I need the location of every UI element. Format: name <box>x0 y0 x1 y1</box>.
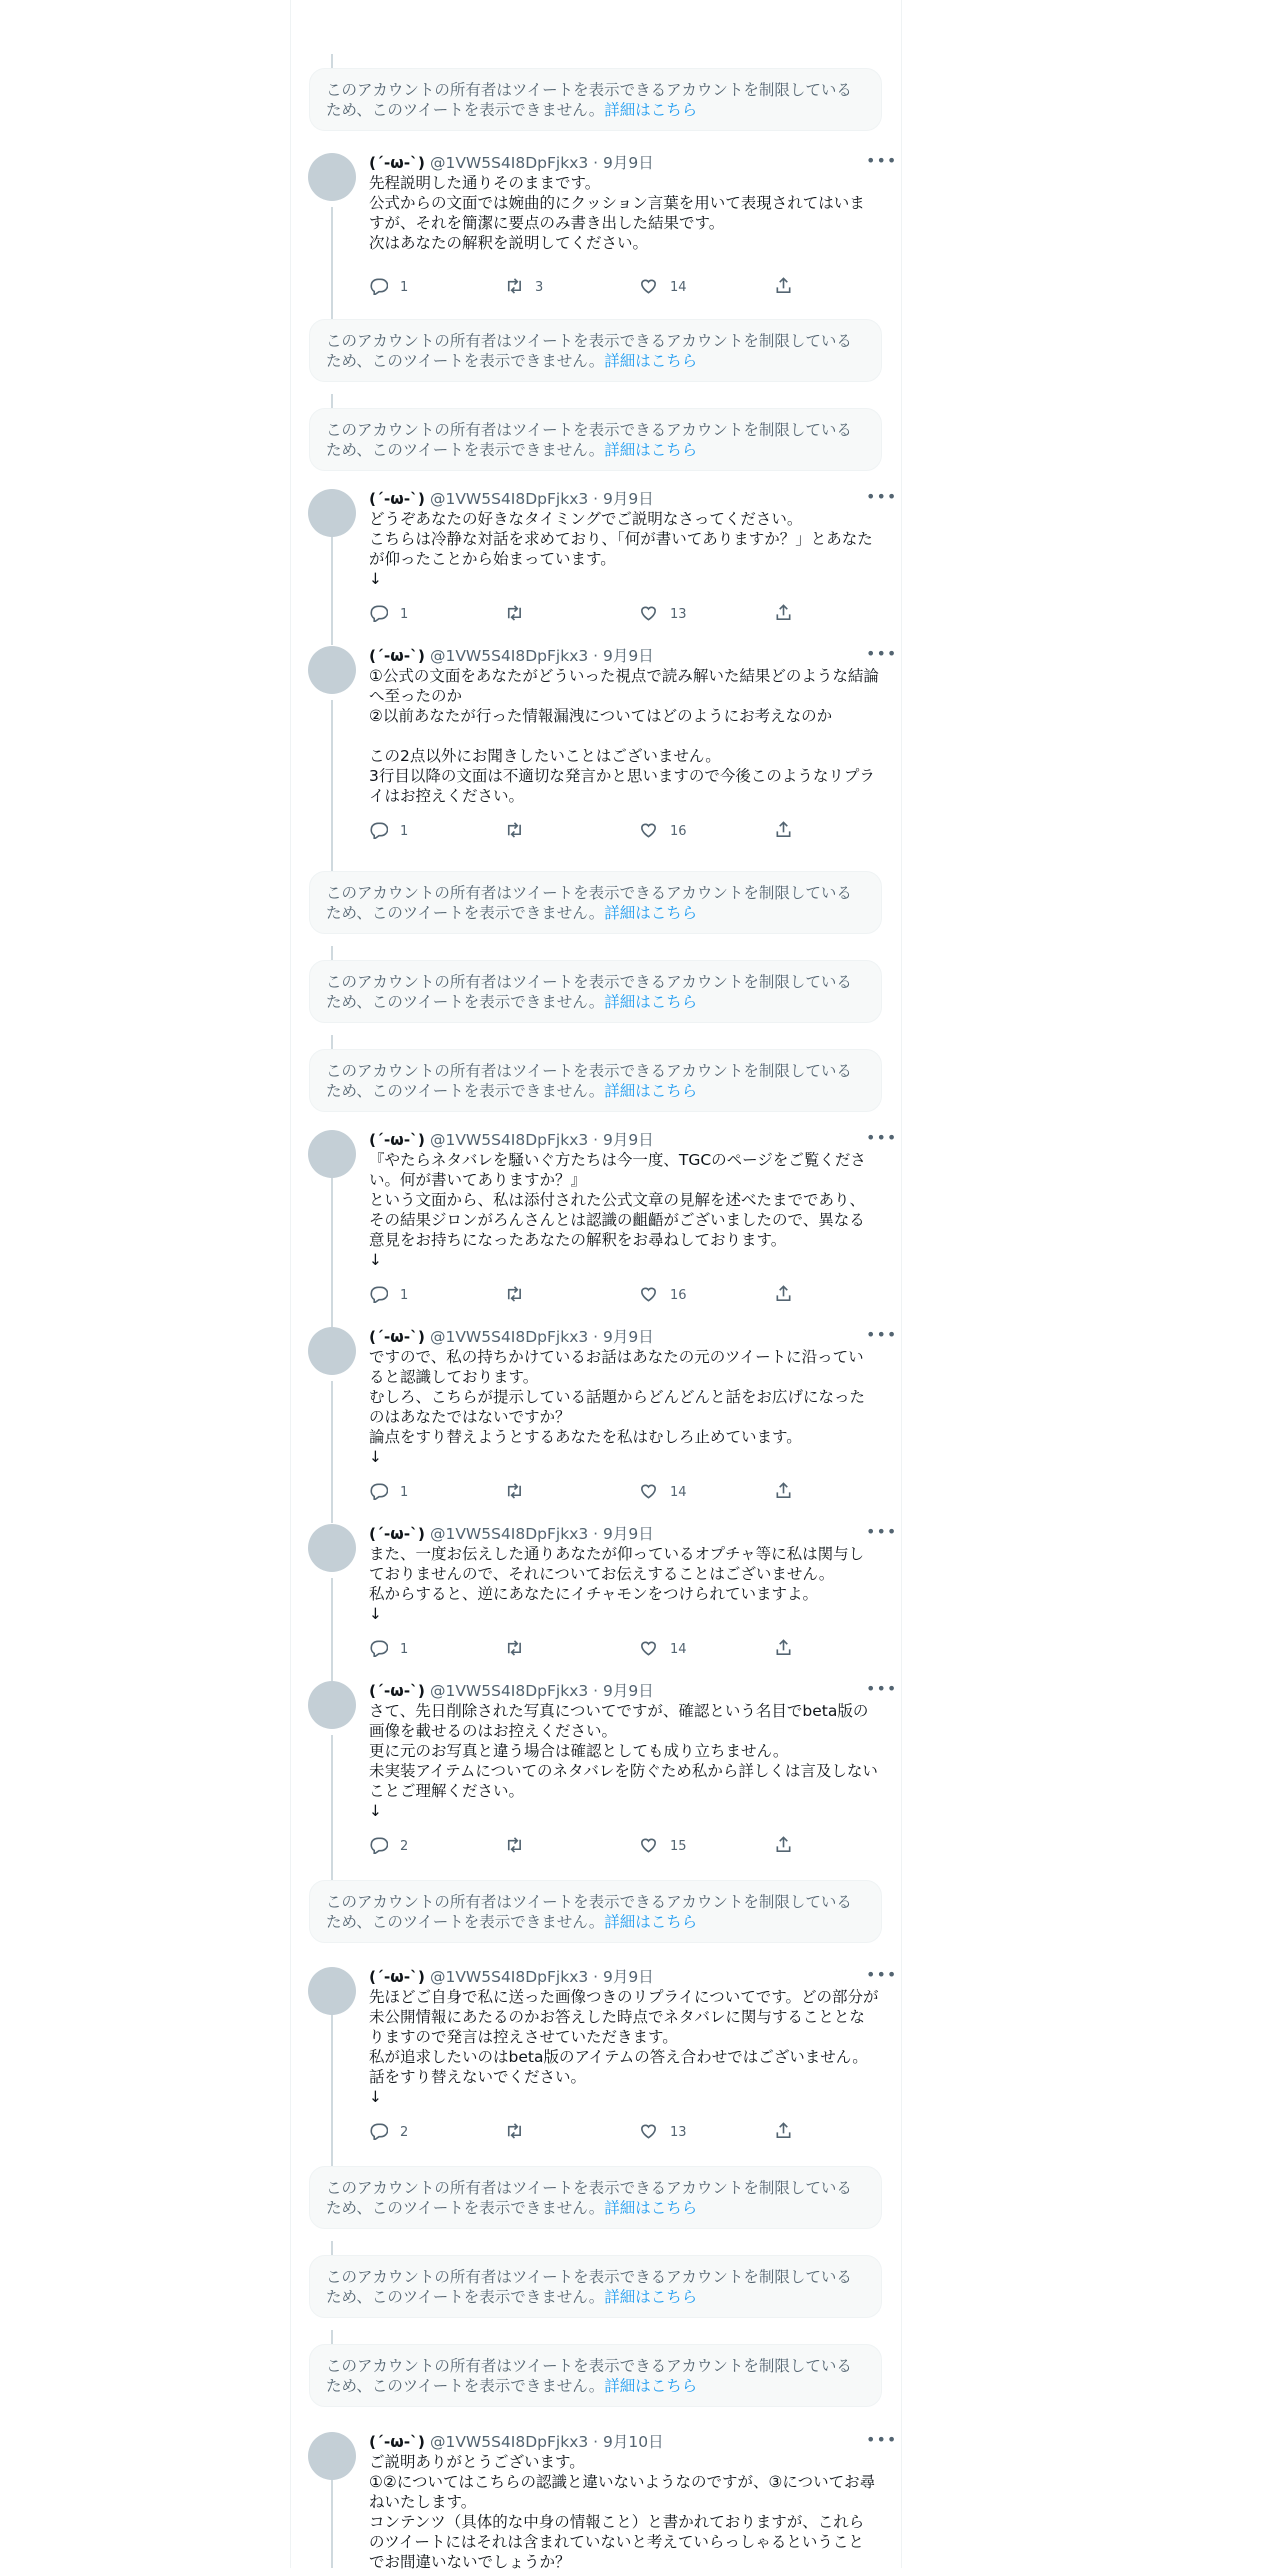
thread-connector <box>331 1035 333 1049</box>
user-handle[interactable]: @1VW5S4I8DpFjkx3 <box>429 1525 589 1543</box>
retweet-button[interactable] <box>504 277 543 297</box>
tweet-actions <box>369 1482 799 1502</box>
tweet-date[interactable]: 9月9日 <box>603 647 654 665</box>
tweet-header <box>369 1130 654 1150</box>
share-button[interactable] <box>774 604 793 624</box>
retweet-icon <box>504 276 523 299</box>
learn-more-link[interactable]: 詳細はこちら <box>604 2199 698 2217</box>
restricted-tweet-notice <box>309 871 882 934</box>
separator-dot: · <box>588 2433 604 2451</box>
learn-more-link[interactable]: 詳細はこちら <box>604 2288 698 2306</box>
restricted-tweet-notice <box>309 960 882 1023</box>
likes-count: 16 <box>670 1287 687 1303</box>
user-handle[interactable]: @1VW5S4I8DpFjkx3 <box>429 1328 589 1346</box>
retweet-icon <box>504 1481 523 1504</box>
separator-dot: · <box>588 490 604 508</box>
thread-connector <box>331 2241 333 2255</box>
display-name[interactable]: (´-ω-`) <box>369 647 426 665</box>
tweet-text: ですので、私の持ちかけているお話はあなたの元のツイートに沿っていると認識しております。 むしろ、こちらが提示している話題からどんどんと話をお広げになったのはあなたではないですか？ 論点をすり替えようとするあなたを私はむしろ止めています。 ↓ <box>369 1348 866 1466</box>
display-name[interactable]: (´-ω-`) <box>369 1682 426 1700</box>
restricted-tweet-notice <box>309 2255 882 2318</box>
tweet-header <box>369 489 654 509</box>
display-name[interactable]: (´-ω-`) <box>369 2433 426 2451</box>
like-button[interactable] <box>639 1639 687 1659</box>
user-handle[interactable]: @1VW5S4I8DpFjkx3 <box>429 2433 589 2451</box>
tweet-header <box>369 1967 654 1987</box>
tweet-date[interactable]: 9月10日 <box>603 2433 664 2451</box>
learn-more-link[interactable]: 詳細はこちら <box>604 101 698 119</box>
reply-button[interactable] <box>369 604 408 624</box>
share-icon <box>774 603 793 626</box>
learn-more-link[interactable]: 詳細はこちら <box>604 441 698 459</box>
thread-connector <box>331 1578 333 1681</box>
thread-connector <box>331 1866 333 1880</box>
thread-connector <box>331 529 333 645</box>
reply-icon <box>369 2121 388 2144</box>
replies-count: 1 <box>400 1287 409 1303</box>
user-handle[interactable]: @1VW5S4I8DpFjkx3 <box>429 647 589 665</box>
tweet-text: どうぞあなたの好きなタイミングでご説明なさってください。 こちらは冷静な対話を求めており、「何が書いてありますか？」とあなたが仰ったことから始まっています。 ↓ <box>369 510 873 588</box>
retweet-icon <box>504 603 523 626</box>
learn-more-link[interactable]: 詳細はこちら <box>604 1913 698 1931</box>
tweet-actions <box>369 1285 799 1305</box>
likes-count: 14 <box>670 1641 687 1657</box>
more-icon[interactable]: ••• <box>866 1522 898 1541</box>
retweet-button[interactable] <box>504 1639 535 1659</box>
separator-dot: · <box>588 647 604 665</box>
user-handle[interactable]: @1VW5S4I8DpFjkx3 <box>429 1682 589 1700</box>
restricted-tweet-notice <box>309 68 882 131</box>
tweet-header <box>369 153 654 173</box>
retweet-icon <box>504 1835 523 1858</box>
like-button[interactable] <box>639 2122 687 2142</box>
tweet-actions <box>369 277 799 297</box>
retweet-button[interactable] <box>504 1482 535 1502</box>
notice-text: このアカウントの所有者はツイートを表示できるアカウントを制限しているため、このツイートを表示できません。 <box>326 2179 852 2217</box>
tweet-actions <box>369 821 799 841</box>
likes-count: 13 <box>670 2124 687 2140</box>
share-button[interactable] <box>774 821 793 841</box>
learn-more-link[interactable]: 詳細はこちら <box>604 2377 698 2395</box>
share-button[interactable] <box>774 1639 793 1659</box>
display-name[interactable]: (´-ω-`) <box>369 1525 426 1543</box>
likes-count: 13 <box>670 606 687 622</box>
tweet-header <box>369 1327 654 1347</box>
thread-connector <box>331 946 333 960</box>
like-button[interactable] <box>639 821 687 841</box>
separator-dot: · <box>588 1682 604 1700</box>
share-icon <box>774 1481 793 1504</box>
learn-more-link[interactable]: 詳細はこちら <box>604 1082 698 1100</box>
reply-icon <box>369 276 388 299</box>
tweet-text: 先程説明した通りそのままです。 公式からの文面では婉曲的にクッション言葉を用いて表現されてはいますが、それを簡潔に要点のみ書き出した結果です。 次はあなたの解釈を説明してください。 <box>369 174 865 252</box>
user-handle[interactable]: @1VW5S4I8DpFjkx3 <box>429 490 589 508</box>
share-icon <box>774 1638 793 1661</box>
share-icon <box>774 820 793 843</box>
tweet-text: ご説明ありがとうございます。 ①②についてはこちらの認識と違いないようなのですが、③についてお尋ねいたします。 コンテンツ（具体的な中身の情報こと）と書かれておりますが、これらのツイートにはそれは含まれていないと考えていらっしゃるということでお間違いないでしょうか？ <box>369 2453 876 2571</box>
avatar[interactable] <box>308 1967 356 2015</box>
tweet-text: 『やたらネタバレを騒いぐ方たちは今一度、TGCのページをご覧ください。何が書いてありますか？』 という文面から、私は添付された公式文章の見解を述べたまでであり、その結果ジロンがろんさんとは認識の齟齬がございましたので、異なる意見をお持ちになったあなたの解釈をお尋ねしております。 ↓ <box>369 1151 866 1269</box>
separator-dot: · <box>588 1131 604 1149</box>
tweet-header <box>369 1524 654 1544</box>
thread-connector <box>331 2330 333 2344</box>
thread-connector <box>331 2007 333 2153</box>
more-icon[interactable]: ••• <box>866 1325 898 1344</box>
learn-more-link[interactable]: 詳細はこちら <box>604 993 698 1011</box>
reply-icon <box>369 1835 388 1858</box>
reply-button[interactable] <box>369 1285 408 1305</box>
notice-text: このアカウントの所有者はツイートを表示できるアカウントを制限しているため、このツイートを表示できません。 <box>326 421 852 459</box>
retweet-button[interactable] <box>504 821 535 841</box>
notice-text: このアカウントの所有者はツイートを表示できるアカウントを制限しているため、このツイートを表示できません。 <box>326 973 852 1011</box>
thread-connector <box>331 2153 333 2166</box>
share-button[interactable] <box>774 1836 793 1856</box>
replies-count: 1 <box>400 1641 409 1657</box>
tweet-date[interactable]: 9月9日 <box>603 490 654 508</box>
tweet-header <box>369 1681 654 1701</box>
like-icon <box>639 1284 658 1307</box>
thread-connector <box>331 54 333 68</box>
notice-text: このアカウントの所有者はツイートを表示できるアカウントを制限しているため、このツイートを表示できません。 <box>326 81 852 119</box>
like-icon <box>639 820 658 843</box>
reply-button[interactable] <box>369 821 408 841</box>
restricted-tweet-notice <box>309 2344 882 2407</box>
thread-connector <box>331 700 333 858</box>
learn-more-link[interactable]: 詳細はこちら <box>604 904 698 922</box>
reply-icon <box>369 820 388 843</box>
like-button[interactable] <box>639 604 687 624</box>
share-icon <box>774 1835 793 1858</box>
likes-count: 16 <box>670 823 687 839</box>
share-button[interactable] <box>774 2122 793 2142</box>
more-icon[interactable]: ••• <box>866 151 898 170</box>
restricted-tweet-notice <box>309 1880 882 1943</box>
notice-text: このアカウントの所有者はツイートを表示できるアカウントを制限しているため、このツイートを表示できません。 <box>326 332 852 370</box>
tweet-actions <box>369 2122 799 2142</box>
like-button[interactable] <box>639 1482 687 1502</box>
notice-text: このアカウントの所有者はツイートを表示できるアカウントを制限しているため、このツイートを表示できません。 <box>326 2357 852 2395</box>
avatar[interactable] <box>308 1524 356 1572</box>
replies-count: 1 <box>400 279 409 295</box>
thread-connector <box>331 858 333 871</box>
restricted-tweet-notice <box>309 2166 882 2229</box>
thread-connector <box>331 207 333 306</box>
reply-button[interactable] <box>369 1836 408 1856</box>
tweet-actions <box>369 604 799 624</box>
thread-connector <box>331 1170 333 1327</box>
retweet-icon <box>504 1284 523 1307</box>
thread-connector <box>331 1735 333 1866</box>
separator-dot: · <box>588 1328 604 1346</box>
avatar[interactable] <box>308 2432 356 2480</box>
more-icon[interactable]: ••• <box>866 644 898 663</box>
retweet-icon <box>504 820 523 843</box>
tweet-text: 先ほどご自身で私に送った画像つきのリプライについてです。どの部分が未公開情報にあたるのかお答えした時点でネタバレに関与することとなりますので発言は控えさせていただきます。 私が追求したいのはbeta版のアイテムの答え合わせではございません。 話をすり替えないでください。 ↓ <box>369 1988 879 2106</box>
replies-count: 2 <box>400 2124 409 2140</box>
like-icon <box>639 1638 658 1661</box>
retweet-button[interactable] <box>504 1285 535 1305</box>
tweet-date[interactable]: 9月9日 <box>603 1682 654 1700</box>
display-name[interactable]: (´-ω-`) <box>369 1328 426 1346</box>
user-handle[interactable]: @1VW5S4I8DpFjkx3 <box>429 1968 589 1986</box>
learn-more-link[interactable]: 詳細はこちら <box>604 352 698 370</box>
retweets-count: 3 <box>535 279 544 295</box>
likes-count: 14 <box>670 1484 687 1500</box>
tweet-date[interactable]: 9月9日 <box>603 154 654 172</box>
tweet-actions <box>369 1639 799 1659</box>
like-icon <box>639 603 658 626</box>
replies-count: 1 <box>400 606 409 622</box>
retweet-icon <box>504 1638 523 1661</box>
avatar[interactable] <box>308 1327 356 1375</box>
notice-text: このアカウントの所有者はツイートを表示できるアカウントを制限しているため、このツイートを表示できません。 <box>326 2268 852 2306</box>
display-name[interactable]: (´-ω-`) <box>369 490 426 508</box>
notice-text: このアカウントの所有者はツイートを表示できるアカウントを制限しているため、このツイートを表示できません。 <box>326 1062 852 1100</box>
tweet-date[interactable]: 9月9日 <box>603 1328 654 1346</box>
retweet-button[interactable] <box>504 604 535 624</box>
share-button[interactable] <box>774 1482 793 1502</box>
avatar[interactable] <box>308 646 356 694</box>
retweet-button[interactable] <box>504 1836 535 1856</box>
more-icon[interactable]: ••• <box>866 2430 898 2449</box>
avatar[interactable] <box>308 489 356 537</box>
more-icon[interactable]: ••• <box>866 1128 898 1147</box>
like-icon <box>639 276 658 299</box>
like-icon <box>639 1835 658 1858</box>
retweet-icon <box>504 2121 523 2144</box>
share-button[interactable] <box>774 277 793 297</box>
reply-button[interactable] <box>369 1482 408 1502</box>
restricted-tweet-notice <box>309 1049 882 1112</box>
likes-count: 15 <box>670 1838 687 1854</box>
reply-button[interactable] <box>369 1639 408 1659</box>
tweet-header <box>369 2432 664 2452</box>
share-icon <box>774 1284 793 1307</box>
reply-button[interactable] <box>369 277 408 297</box>
replies-count: 1 <box>400 823 409 839</box>
tweet-text: さて、先日削除された写真についてですが、確認という名目でbeta版の画像を載せるのはお控えください。 更に元のお写真と違う場合は確認としても成り立ちません。 未実装アイテムについてのネタバレを防ぐため私から詳しくは言及しないことご理解ください。 ↓ <box>369 1702 878 1820</box>
display-name[interactable]: (´-ω-`) <box>369 1968 426 1986</box>
reply-icon <box>369 1481 388 1504</box>
more-icon[interactable]: ••• <box>866 1965 898 1984</box>
like-button[interactable] <box>639 277 687 297</box>
more-icon[interactable]: ••• <box>866 487 898 506</box>
thread-connector <box>331 1381 333 1523</box>
like-button[interactable] <box>639 1285 687 1305</box>
timeline-column <box>290 0 902 2571</box>
like-icon <box>639 1481 658 1504</box>
tweet-date[interactable]: 9月9日 <box>603 1525 654 1543</box>
notice-text: このアカウントの所有者はツイートを表示できるアカウントを制限しているため、このツイートを表示できません。 <box>326 1893 852 1931</box>
notice-text: このアカウントの所有者はツイートを表示できるアカウントを制限しているため、このツイートを表示できません。 <box>326 884 852 922</box>
user-handle[interactable]: @1VW5S4I8DpFjkx3 <box>429 1131 589 1149</box>
thread-connector <box>331 306 333 319</box>
display-name[interactable]: (´-ω-`) <box>369 154 426 172</box>
user-handle[interactable]: @1VW5S4I8DpFjkx3 <box>429 154 589 172</box>
separator-dot: · <box>588 1525 604 1543</box>
separator-dot: · <box>588 154 604 172</box>
separator-dot: · <box>588 1968 604 1986</box>
avatar[interactable] <box>308 153 356 201</box>
reply-button[interactable] <box>369 2122 408 2142</box>
replies-count: 1 <box>400 1484 409 1500</box>
reply-icon <box>369 603 388 626</box>
avatar[interactable] <box>308 1130 356 1178</box>
tweet-text: ①公式の文面をあなたがどういった視点で読み解いた結果どのような結論へ至ったのか ②以前あなたが行った情報漏洩についてはどのようにお考えなのか この2点以外にお聞きしたいことはございません。 3行目以降の文面は不適切な発言かと思いますので今後このようなリプライはお控えください。 <box>369 667 879 805</box>
tweet-date[interactable]: 9月9日 <box>603 1131 654 1149</box>
tweet-date[interactable]: 9月9日 <box>603 1968 654 1986</box>
thread-connector <box>331 2472 333 2568</box>
share-icon <box>774 2121 793 2144</box>
avatar[interactable] <box>308 1681 356 1729</box>
thread-connector <box>331 394 333 408</box>
like-button[interactable] <box>639 1836 687 1856</box>
display-name[interactable]: (´-ω-`) <box>369 1131 426 1149</box>
replies-count: 2 <box>400 1838 409 1854</box>
tweet-actions <box>369 1836 799 1856</box>
share-icon <box>774 276 793 299</box>
likes-count: 14 <box>670 279 687 295</box>
like-icon <box>639 2121 658 2144</box>
tweet-header <box>369 646 654 666</box>
reply-icon <box>369 1284 388 1307</box>
more-icon[interactable]: ••• <box>866 1679 898 1698</box>
share-button[interactable] <box>774 1285 793 1305</box>
restricted-tweet-notice <box>309 319 882 382</box>
retweet-button[interactable] <box>504 2122 535 2142</box>
restricted-tweet-notice <box>309 408 882 471</box>
tweet-text: また、一度お伝えした通りあなたが仰っているオプチャ等に私は関与しておりませんので、それについてお伝えすることはございません。 私からすると、逆にあなたにイチャモンをつけられていますよ。 ↓ <box>369 1545 865 1623</box>
reply-icon <box>369 1638 388 1661</box>
